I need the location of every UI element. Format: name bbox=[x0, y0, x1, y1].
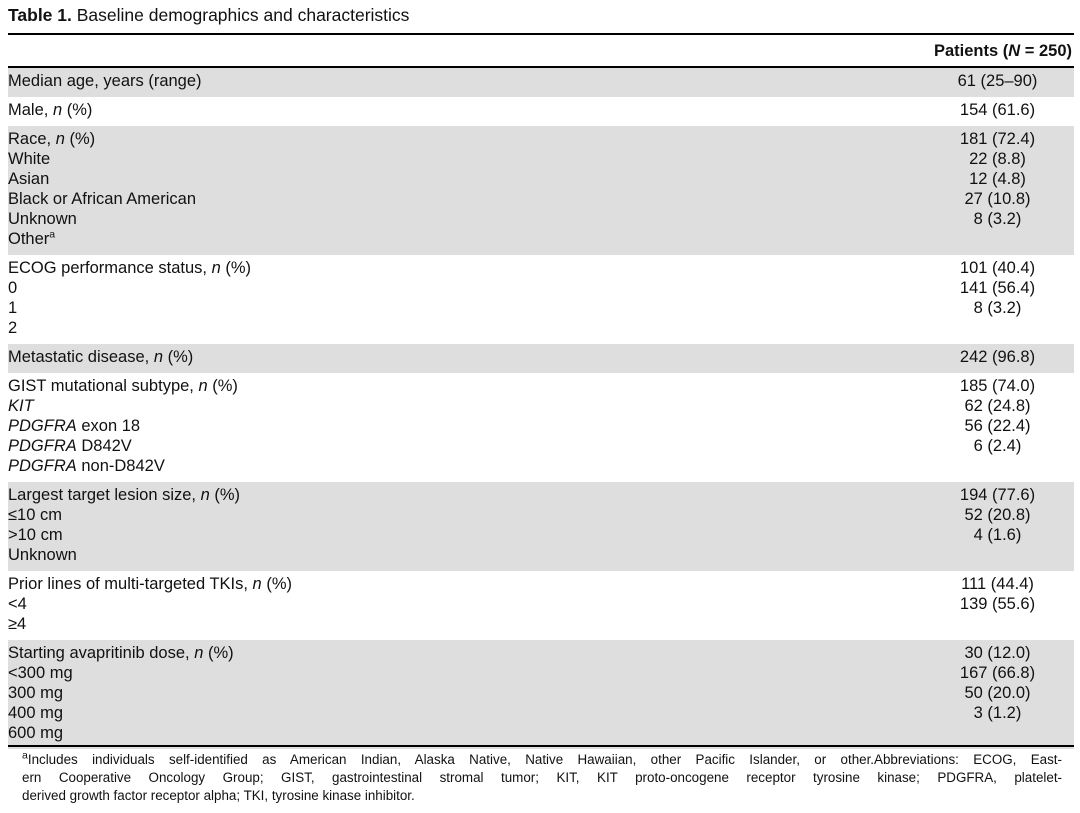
footnote-line: derived growth factor receptor alpha; TKI, tyrosine kinase inhibitor. bbox=[22, 788, 415, 803]
row-label-cell bbox=[8, 258, 251, 338]
row-label bbox=[8, 485, 240, 505]
label-italic-text: KIT bbox=[8, 397, 34, 415]
row-value-cell bbox=[921, 100, 1074, 120]
row-label-cell bbox=[8, 129, 196, 249]
row-value: 62 (24.8) bbox=[964, 397, 1031, 415]
row-value: 3 (1.2) bbox=[973, 704, 1022, 722]
label-text: 400 mg bbox=[8, 704, 64, 722]
label-suffix-text: (%) bbox=[62, 101, 93, 119]
label-italic-text: n bbox=[198, 377, 208, 395]
label-text: 0 bbox=[8, 279, 18, 297]
row-value-cell bbox=[921, 574, 1074, 614]
label-text: Prior lines of multi-targeted TKIs, bbox=[8, 575, 253, 593]
table-row bbox=[8, 68, 1074, 97]
label-italic-text: n bbox=[55, 130, 65, 148]
label-suffix-text: (%) bbox=[203, 644, 234, 662]
label-text: Race, bbox=[8, 130, 56, 148]
row-value: 185 (74.0) bbox=[959, 377, 1036, 395]
label-suffix-text: (%) bbox=[220, 259, 252, 277]
label-text: 2 bbox=[8, 319, 18, 337]
label-italic-text: n bbox=[52, 101, 63, 119]
table-row bbox=[8, 97, 1074, 126]
row-value: 30 (12.0) bbox=[964, 644, 1031, 662]
label-italic-text: PDGFRA bbox=[8, 457, 77, 475]
row-sublabel bbox=[8, 436, 238, 456]
label-italic-text: n bbox=[200, 486, 210, 504]
row-label-cell bbox=[8, 71, 202, 91]
footnote-line bbox=[22, 751, 1062, 769]
row-sublabel bbox=[8, 278, 251, 298]
row-label-cell bbox=[8, 485, 240, 565]
label-text: GIST mutational subtype, bbox=[8, 377, 199, 395]
row-label bbox=[8, 129, 196, 149]
top-rule bbox=[8, 33, 1074, 35]
row-value: 27 (10.8) bbox=[964, 190, 1031, 208]
table-row bbox=[8, 344, 1074, 373]
label-text: Unknown bbox=[8, 546, 77, 564]
table-caption bbox=[8, 3, 409, 27]
row-label-cell bbox=[8, 100, 92, 120]
row-value-cell bbox=[921, 376, 1074, 456]
row-label-cell bbox=[8, 347, 193, 367]
row-sublabel bbox=[8, 298, 251, 318]
row-value: 8 (3.2) bbox=[973, 299, 1022, 317]
label-italic-text: n bbox=[211, 259, 221, 277]
row-label bbox=[8, 376, 238, 396]
row-sublabel bbox=[8, 594, 292, 614]
row-sublabel bbox=[8, 229, 196, 249]
table-body bbox=[8, 68, 1074, 749]
footnote-marker: a bbox=[22, 749, 28, 762]
label-suffix-text: (%) bbox=[261, 575, 292, 593]
bottom-rule bbox=[8, 745, 1074, 747]
row-value: 8 (3.2) bbox=[973, 210, 1022, 228]
row-sublabel bbox=[8, 169, 196, 189]
label-text: Asian bbox=[8, 170, 50, 188]
row-sublabel bbox=[8, 456, 238, 476]
table-footnote bbox=[22, 751, 1062, 805]
row-value-cell bbox=[921, 258, 1074, 318]
row-sublabel bbox=[8, 683, 234, 703]
row-value: 111 (44.4) bbox=[961, 575, 1034, 593]
row-value: 101 (40.4) bbox=[959, 259, 1036, 277]
column-header-prefix: Patients ( bbox=[933, 42, 1009, 60]
label-italic-text: n bbox=[153, 348, 164, 366]
row-value: 141 (56.4) bbox=[959, 279, 1036, 297]
label-text: <300 mg bbox=[8, 664, 73, 682]
label-italic-text: n bbox=[252, 575, 262, 593]
row-sublabel bbox=[8, 663, 234, 683]
row-sublabel bbox=[8, 723, 234, 743]
row-value: 56 (22.4) bbox=[964, 417, 1031, 435]
row-sublabel bbox=[8, 149, 196, 169]
label-text: Metastatic disease, bbox=[8, 348, 154, 366]
row-sublabel bbox=[8, 209, 196, 229]
row-sublabel bbox=[8, 416, 238, 436]
footnote-line: ern Cooperative Oncology Group; GIST, gastrointestinal stromal tumor; KIT, KIT proto-oncogene receptor tyrosine kinase; PDGFRA, platelet- bbox=[22, 770, 1062, 785]
row-value: 154 (61.6) bbox=[959, 101, 1036, 119]
label-text: Black or African American bbox=[8, 190, 196, 208]
row-sublabel bbox=[8, 189, 196, 209]
row-value: 4 (1.6) bbox=[973, 526, 1022, 544]
row-value-cell bbox=[921, 347, 1074, 367]
label-italic-text: n bbox=[194, 644, 204, 662]
label-text: 300 mg bbox=[8, 684, 64, 702]
label-suffix-text: (%) bbox=[207, 377, 238, 395]
column-header-patients bbox=[934, 40, 1072, 62]
label-text: Largest target lesion size, bbox=[8, 486, 201, 504]
row-value-cell bbox=[921, 485, 1074, 545]
column-header-suffix: = 250) bbox=[1020, 42, 1072, 60]
row-label bbox=[8, 574, 292, 594]
row-value: 167 (66.8) bbox=[959, 664, 1036, 682]
label-text: Unknown bbox=[8, 210, 77, 228]
label-text: White bbox=[8, 150, 51, 168]
row-sublabel bbox=[8, 525, 240, 545]
label-suffix-text: exon 18 bbox=[76, 417, 141, 435]
table-row bbox=[8, 255, 1074, 344]
row-value: 52 (20.8) bbox=[964, 506, 1031, 524]
label-text: Other bbox=[8, 230, 50, 248]
label-text: <4 bbox=[8, 595, 27, 613]
row-value-cell bbox=[921, 643, 1074, 723]
row-label bbox=[8, 258, 251, 278]
row-value: 6 (2.4) bbox=[973, 437, 1022, 455]
label-text: Median age, years (range) bbox=[8, 72, 202, 90]
table-caption-text: Baseline demographics and characteristics bbox=[76, 5, 410, 25]
label-suffix-text: non-D842V bbox=[76, 457, 165, 475]
row-sublabel bbox=[8, 703, 234, 723]
label-text: ≥4 bbox=[8, 615, 27, 633]
label-text: >10 cm bbox=[8, 526, 63, 544]
row-value: 12 (4.8) bbox=[969, 170, 1026, 188]
row-sublabel bbox=[8, 614, 292, 634]
row-label-cell bbox=[8, 376, 238, 476]
row-label bbox=[8, 71, 202, 91]
row-value: 194 (77.6) bbox=[959, 486, 1036, 504]
label-suffix-text: (%) bbox=[209, 486, 241, 504]
row-sublabel bbox=[8, 505, 240, 525]
table-row bbox=[8, 482, 1074, 571]
row-label-cell bbox=[8, 643, 234, 743]
row-value: 139 (55.6) bbox=[959, 595, 1036, 613]
row-value-cell bbox=[921, 129, 1074, 229]
table-row bbox=[8, 571, 1074, 640]
label-text: Male, bbox=[8, 101, 53, 119]
row-value: 242 (96.8) bbox=[959, 348, 1036, 366]
table-caption-label: Table 1. bbox=[8, 5, 72, 25]
table-row bbox=[8, 126, 1074, 255]
table-row bbox=[8, 373, 1074, 482]
label-italic-text: PDGFRA bbox=[8, 417, 77, 435]
column-header-n-symbol: N bbox=[1008, 42, 1021, 60]
row-sublabel bbox=[8, 396, 238, 416]
row-sublabel bbox=[8, 545, 240, 565]
row-label bbox=[8, 100, 92, 120]
footnote-marker: a bbox=[49, 228, 56, 241]
row-label bbox=[8, 643, 234, 663]
row-value: 181 (72.4) bbox=[959, 130, 1036, 148]
row-value-cell bbox=[921, 71, 1074, 91]
row-sublabel bbox=[8, 318, 251, 338]
row-value: 61 (25–90) bbox=[957, 72, 1038, 90]
label-suffix-text: (%) bbox=[163, 348, 194, 366]
row-value: 50 (20.0) bbox=[964, 684, 1031, 702]
row-label bbox=[8, 347, 193, 367]
row-value: 22 (8.8) bbox=[969, 150, 1026, 168]
label-text: ≤10 cm bbox=[8, 506, 62, 524]
table-row bbox=[8, 640, 1074, 749]
row-label-cell bbox=[8, 574, 292, 634]
footnote-line-text: Includes individuals self-identified as American Indian, Alaska Native, Native Hawaiian, other Pacific Islander, or other.Abbreviations: ECOG, East- bbox=[27, 752, 1062, 767]
label-text: Starting avapritinib dose, bbox=[8, 644, 195, 662]
label-text: ECOG performance status, bbox=[8, 259, 212, 277]
label-suffix-text: D842V bbox=[76, 437, 132, 455]
label-text: 1 bbox=[8, 299, 18, 317]
label-italic-text: PDGFRA bbox=[8, 437, 77, 455]
label-suffix-text: (%) bbox=[64, 130, 96, 148]
label-text: 600 mg bbox=[8, 724, 64, 742]
